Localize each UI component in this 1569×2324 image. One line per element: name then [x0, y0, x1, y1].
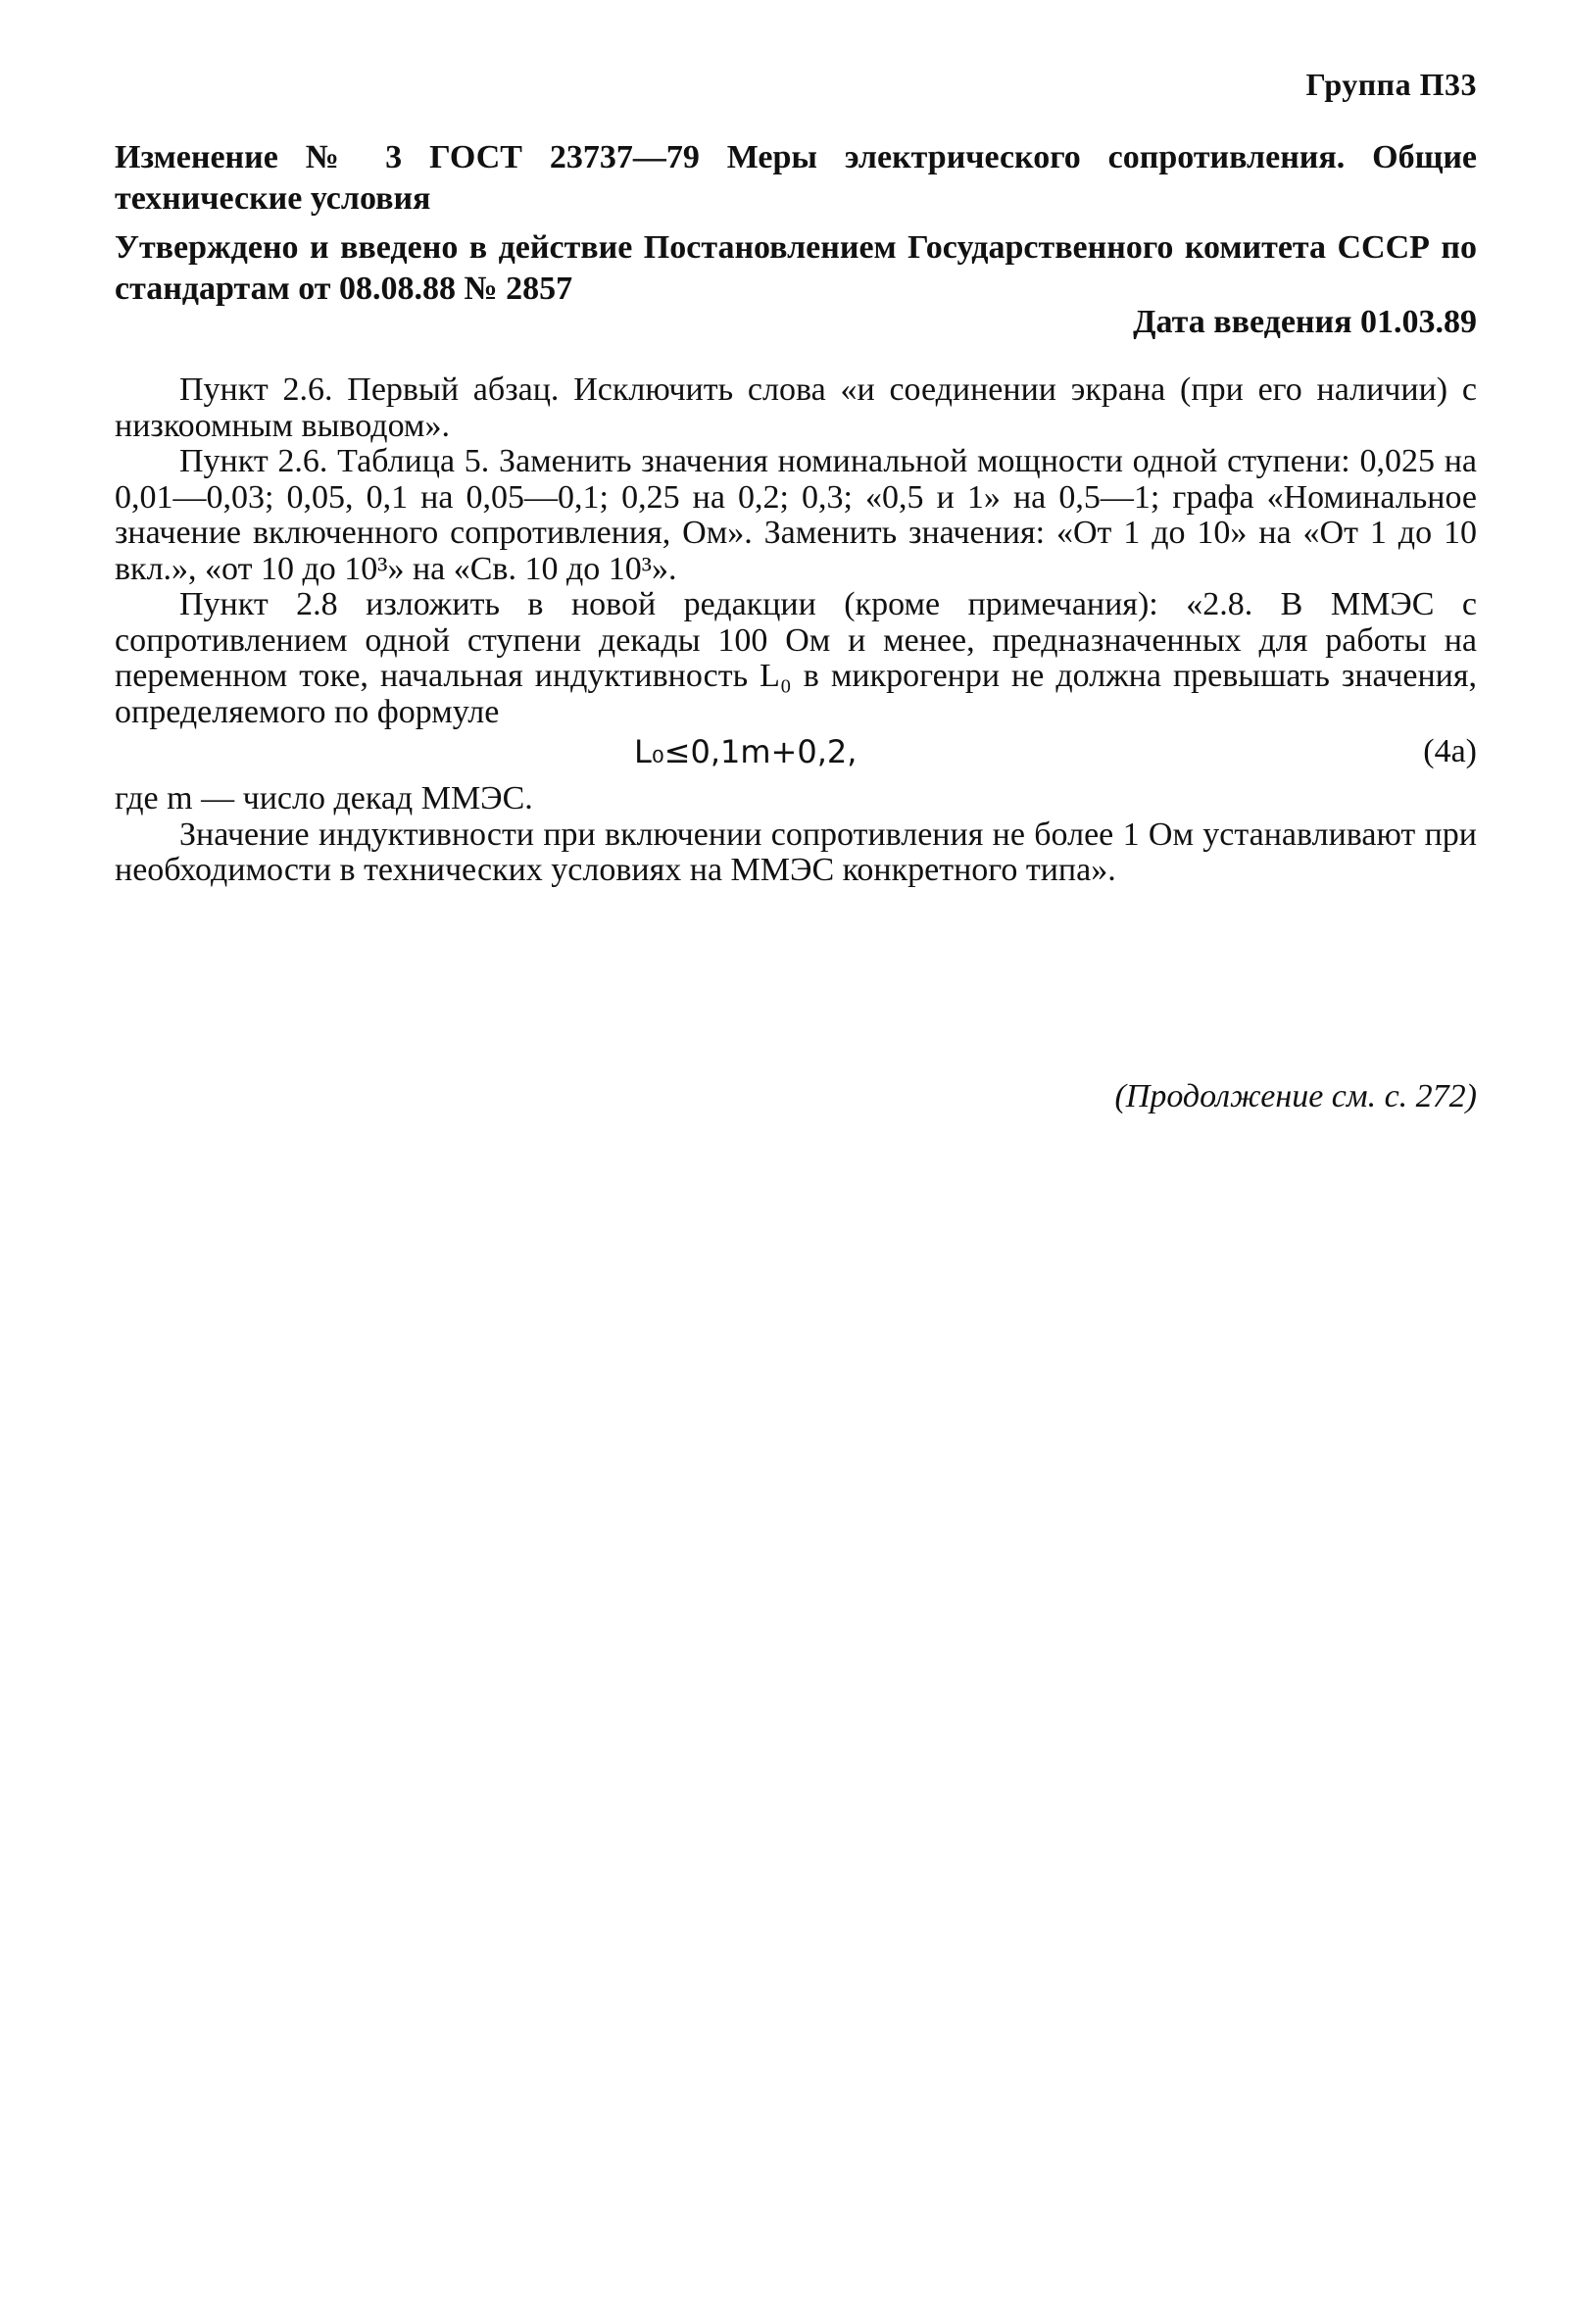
group-code: Группа П33 [1305, 67, 1477, 102]
continuation-note: (Продолжение см. с. 272) [1114, 1078, 1477, 1114]
formula-row [115, 734, 1477, 775]
formula-expression: L₀≤0,1m+0,2, [634, 733, 858, 770]
approval-statement: Утверждено и введено в действие Постановлением Государственного комитета СССР по стандартам от 08.08.88 № 2857 [115, 229, 1477, 307]
formula-number: (4а) [1423, 733, 1477, 769]
paragraph-2: Пункт 2.6. Таблица 5. Заменить значения номинальной мощности одной ступени: 0,025 на 0,01—0,03; 0,05, 0,1 на 0,05—0,1; 0,25 на 0,2; 0,3; «0,5 и 1» на 0,5—1; графа «Номинальное значение включенного сопротивления, Ом». Заменить значения: «От 1 до 10» на «От 1 до 10 вкл.», «от 10 до 10³» на «Св. 10 до 10³». [115, 443, 1477, 587]
paragraph-3: Пункт 2.8 изложить в новой редакции (кроме примечания): «2.8. В ММЭС с сопротивлением одной ступени декады 100 Ом и менее, предназначенных для работы на переменном токе, начальная индуктивность L₀ в микрогенри не должна превышать значения, определяемого по формуле [115, 586, 1477, 730]
paragraph-4: Значение индуктивности при включении сопротивления не более 1 Ом устанавливают при необходимости в технических условиях на ММЭС конкретного типа». [115, 816, 1477, 888]
document-title: Изменение № 3 ГОСТ 23737—79 Меры электрического сопротивления. Общие технические условия [115, 139, 1477, 217]
paragraph-1: Пункт 2.6. Первый абзац. Исключить слова «и соединении экрана (при его наличии) с низкоомным выводом». [115, 371, 1477, 444]
effective-date: Дата введения 01.03.89 [1133, 304, 1477, 340]
formula-definition: где m — число декад ММЭС. [115, 780, 533, 816]
document-body [115, 372, 1477, 889]
